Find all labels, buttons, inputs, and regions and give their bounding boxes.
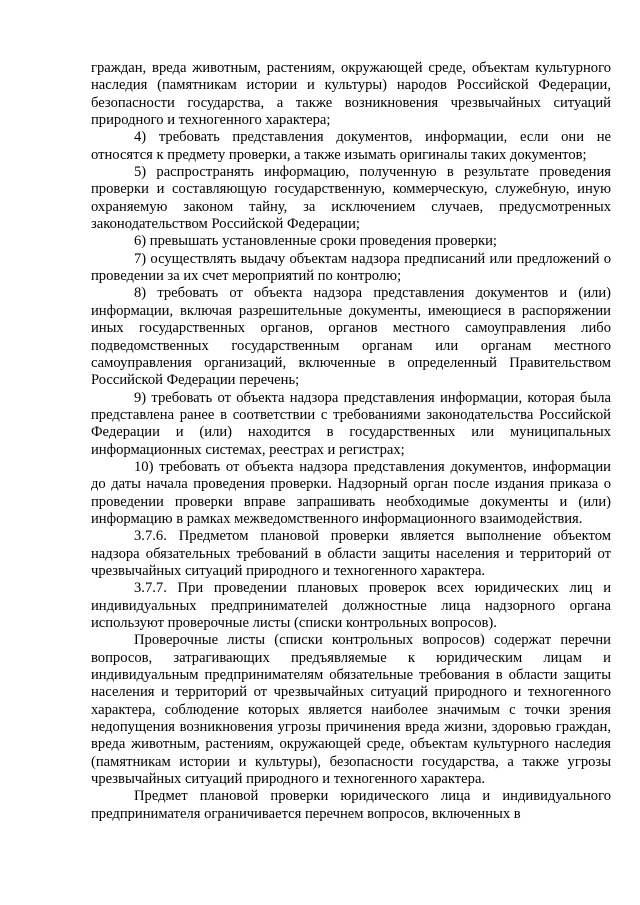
- paragraph-checklists: Проверочные листы (списки контрольных вопросов) содержат перечни вопросов, затрагивающих предъявляемые к юридическим лицам и индивидуальным предпринимателям обязательные требования в области защиты населения и территорий от чрезвычайных ситуаций природного и техногенного характера, соблюдение которых является наиболее значимым с точки зрения недопущения возникновения угрозы причинения вреда жизни, здоровью граждан, вреда животным, растениям, окружающей среде, объектам культурного наследия (памятникам истории и культуры), безопасности государства, а также угрозы чрезвычайных ситуаций природного и техногенного характера.: [91, 632, 611, 788]
- list-item-9: 9) требовать от объекта надзора представления информации, которая была представлена ранее в соответствии с требованиями законодательства Российской Федерации и (или) находится в государственных или муниципальных информационных системах, реестрах и регистрах;: [91, 389, 611, 458]
- list-item-10: 10) требовать от объекта надзора представления документов, информации до даты начала проведения проверки. Надзорный орган после издания приказа о проведении проверки вправе запрашивать необходимые документы и (или) информацию в рамках межведомственного информационного взаимодействия.: [91, 458, 611, 527]
- section-3-7-7: 3.7.7. При проведении плановых проверок всех юридических лиц и индивидуальных предпринимателей должностные лица надзорного органа используют проверочные листы (списки контрольных вопросов).: [91, 580, 611, 631]
- list-item-8: 8) требовать от объекта надзора представления документов и (или) информации, включая разрешительные документы, имеющиеся в распоряжении иных государственных органов, органов местного самоуправления либо подведомственных государственным органам или органам местного самоуправления организаций, включенные в определенный Правительством Российской Федерации перечень;: [91, 285, 611, 389]
- list-item-6: 6) превышать установленные сроки проведения проверки;: [134, 233, 497, 250]
- list-item-5: 5) распространять информацию, полученную в результате проведения проверки и составляющую государственную, коммерческую, служебную, иную охраняемую законом тайну, за исключением случаев, предусмотренных законодательством Российской Федерации;: [91, 164, 611, 233]
- list-item-7: 7) осуществлять выдачу объектам надзора предписаний или предложений о проведении за их счет мероприятий по контролю;: [91, 250, 611, 285]
- paragraph-continuation: граждан, вреда животным, растениям, окружающей среде, объектам культурного наследия (памятникам истории и культуры) народов Российской Федерации, безопасности государства, а также возникновения чрезвычайных ситуаций природного и техногенного характера;: [91, 60, 611, 129]
- list-item-4: 4) требовать представления документов, информации, если они не относятся к предмету проверки, а также изымать оригиналы таких документов;: [91, 129, 611, 163]
- paragraph-inspection-subject: Предмет плановой проверки юридического лица и индивидуального предпринимателя ограничивается перечнем вопросов, включенных в: [91, 788, 611, 822]
- section-3-7-6: 3.7.6. Предметом плановой проверки является выполнение объектом надзора обязательных требований в области защиты населения и территорий от чрезвычайных ситуаций природного и техногенного характера.: [91, 528, 611, 579]
- document-page: [91, 60, 611, 823]
